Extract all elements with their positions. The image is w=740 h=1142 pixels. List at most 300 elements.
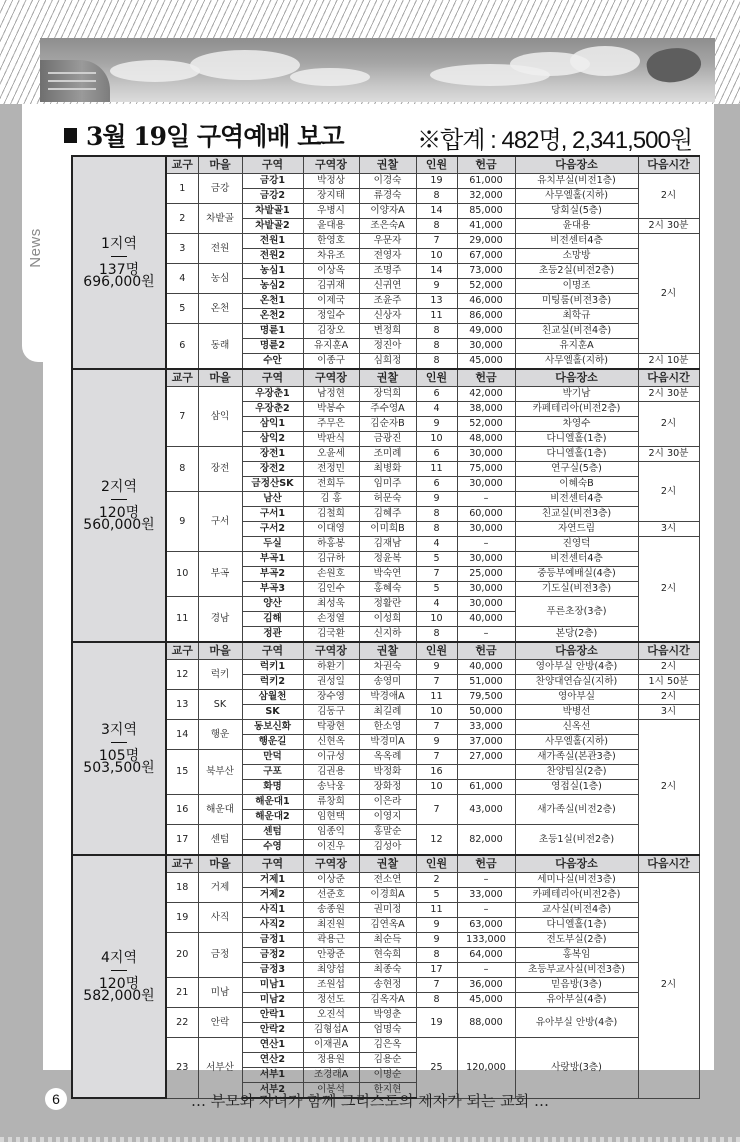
assistant-cell: 이은라 bbox=[359, 795, 416, 810]
attendance-cell: 7 bbox=[416, 234, 457, 249]
next-place-cell: 연구실(5층) bbox=[515, 462, 638, 477]
region-name: 3지역 bbox=[101, 721, 137, 738]
region-summary-cell bbox=[72, 369, 166, 642]
village-cell: 구서 bbox=[198, 492, 242, 552]
attendance-cell: 7 bbox=[416, 720, 457, 735]
assistant-cell: 임미주 bbox=[359, 477, 416, 492]
leader-cell: 장지태 bbox=[303, 189, 359, 204]
column-header: 헌금 bbox=[457, 855, 515, 873]
next-place-cell: 홍복임 bbox=[515, 948, 638, 963]
district-cell: 연산2 bbox=[242, 1053, 303, 1068]
attendance-cell: 6 bbox=[416, 447, 457, 462]
region-name: 2지역 bbox=[101, 478, 137, 495]
table-header-row bbox=[72, 855, 699, 873]
offering-cell: 49,000 bbox=[457, 324, 515, 339]
leader-cell: 차유조 bbox=[303, 249, 359, 264]
table-row bbox=[72, 597, 699, 612]
offering-cell: 38,000 bbox=[457, 402, 515, 417]
village-cell: SK bbox=[198, 690, 242, 720]
parish-cell: 15 bbox=[166, 750, 198, 795]
offering-cell: 40,000 bbox=[457, 612, 515, 627]
district-cell: 농심2 bbox=[242, 279, 303, 294]
leader-cell: 윤대용 bbox=[303, 219, 359, 234]
leader-cell: 이상옥 bbox=[303, 264, 359, 279]
attendance-cell: 9 bbox=[416, 417, 457, 432]
assistant-cell: 김혜주 bbox=[359, 507, 416, 522]
leader-cell: 조원섭 bbox=[303, 978, 359, 993]
square-bullet-icon bbox=[64, 128, 77, 143]
leader-cell: 이종구 bbox=[303, 354, 359, 370]
district-cell: 사직1 bbox=[242, 903, 303, 918]
next-time-cell: 2시 bbox=[638, 660, 699, 675]
offering-cell: 133,000 bbox=[457, 933, 515, 948]
next-place-cell: 비전센터4층 bbox=[515, 234, 638, 249]
assistant-cell: 엄명숙 bbox=[359, 1023, 416, 1038]
village-cell: 안락 bbox=[198, 1008, 242, 1038]
next-place-cell: 전도부실(2층) bbox=[515, 933, 638, 948]
column-header: 다음장소 bbox=[515, 156, 638, 174]
korea-map-illustration bbox=[644, 43, 704, 87]
attendance-cell: 9 bbox=[416, 660, 457, 675]
leader-cell: 박봉수 bbox=[303, 402, 359, 417]
attendance-cell: 7 bbox=[416, 795, 457, 825]
leader-cell: 유지훈A bbox=[303, 339, 359, 354]
column-header: 구역 bbox=[242, 156, 303, 174]
next-place-cell: 새가족실(비전2층) bbox=[515, 795, 638, 825]
assistant-cell: 최길례 bbox=[359, 705, 416, 720]
next-time-cell: 2시 bbox=[638, 720, 699, 856]
district-cell: 양산 bbox=[242, 597, 303, 612]
leader-cell: 오윤세 bbox=[303, 447, 359, 462]
table-row bbox=[72, 447, 699, 462]
district-cell: 행운길 bbox=[242, 735, 303, 750]
next-place-cell: 친교실(비전4층) bbox=[515, 324, 638, 339]
offering-cell: 30,000 bbox=[457, 477, 515, 492]
region-people: 105명 bbox=[98, 747, 140, 764]
leader-cell: 정선도 bbox=[303, 993, 359, 1008]
assistant-cell: 박영춘 bbox=[359, 1008, 416, 1023]
next-place-cell: 초등1실(비전2층) bbox=[515, 825, 638, 856]
leader-cell: 박판식 bbox=[303, 432, 359, 447]
offering-cell: 37,000 bbox=[457, 735, 515, 750]
column-header: 구역장 bbox=[303, 855, 359, 873]
assistant-cell: 한소영 bbox=[359, 720, 416, 735]
table-row bbox=[72, 933, 699, 948]
assistant-cell: 최순득 bbox=[359, 933, 416, 948]
attendance-cell: 14 bbox=[416, 204, 457, 219]
assistant-cell: 이명순 bbox=[359, 1068, 416, 1083]
column-header: 헌금 bbox=[457, 642, 515, 660]
leader-cell: 오진석 bbox=[303, 1008, 359, 1023]
village-cell: 전원 bbox=[198, 234, 242, 264]
leader-cell: 이봉석 bbox=[303, 1083, 359, 1099]
attendance-cell: 7 bbox=[416, 978, 457, 993]
assistant-cell: 김용순 bbox=[359, 1053, 416, 1068]
village-cell: 거제 bbox=[198, 873, 242, 903]
attendance-cell: 6 bbox=[416, 387, 457, 402]
leader-cell: 김동구 bbox=[303, 705, 359, 720]
offering-cell: 42,000 bbox=[457, 387, 515, 402]
district-cell: 수영 bbox=[242, 840, 303, 856]
village-cell: 장전 bbox=[198, 447, 242, 492]
region-amount: 582,000원 bbox=[83, 987, 155, 1004]
column-header: 마을 bbox=[198, 369, 242, 387]
assistant-cell: 최종숙 bbox=[359, 963, 416, 978]
district-cell: 온천2 bbox=[242, 309, 303, 324]
attendance-cell: 9 bbox=[416, 735, 457, 750]
column-header: 다음시간 bbox=[638, 855, 699, 873]
parish-cell: 4 bbox=[166, 264, 198, 294]
next-time-cell: 2시 bbox=[638, 462, 699, 522]
attendance-cell: 11 bbox=[416, 462, 457, 477]
next-place-cell: 사무엘홀(지하) bbox=[515, 189, 638, 204]
district-cell: 김해 bbox=[242, 612, 303, 627]
parish-cell: 16 bbox=[166, 795, 198, 825]
district-cell: 전원2 bbox=[242, 249, 303, 264]
table-row bbox=[72, 660, 699, 675]
column-header: 다음시간 bbox=[638, 369, 699, 387]
attendance-cell: 7 bbox=[416, 750, 457, 765]
table-row bbox=[72, 903, 699, 918]
attendance-cell: 13 bbox=[416, 294, 457, 309]
offering-cell bbox=[457, 765, 515, 780]
offering-cell: 64,000 bbox=[457, 948, 515, 963]
leader-cell: 손정열 bbox=[303, 612, 359, 627]
footer-motto: … 부모와 자녀가 함께 그리스도의 제자가 되는 교회 … bbox=[191, 1092, 549, 1110]
next-place-cell: 찬양대연습실(지하) bbox=[515, 675, 638, 690]
leader-cell: 송종원 bbox=[303, 903, 359, 918]
next-time-cell: 2시 30분 bbox=[638, 387, 699, 402]
offering-cell: 52,000 bbox=[457, 279, 515, 294]
district-cell: 럭키2 bbox=[242, 675, 303, 690]
district-cell: 전원1 bbox=[242, 234, 303, 249]
next-place-cell: 카페테리아(비전2층) bbox=[515, 888, 638, 903]
attendance-cell: 12 bbox=[416, 825, 457, 856]
offering-cell: 86,000 bbox=[457, 309, 515, 324]
assistant-cell: 홍혜숙 bbox=[359, 582, 416, 597]
village-cell: 북부산 bbox=[198, 750, 242, 795]
next-time-cell: 2시 10분 bbox=[638, 354, 699, 370]
village-cell: 사직 bbox=[198, 903, 242, 933]
assistant-cell: 차권숙 bbox=[359, 660, 416, 675]
leader-cell: 전정민 bbox=[303, 462, 359, 477]
assistant-cell: 신지하 bbox=[359, 627, 416, 643]
leader-cell: 조경래A bbox=[303, 1068, 359, 1083]
column-header: 마을 bbox=[198, 156, 242, 174]
column-header: 권찰 bbox=[359, 642, 416, 660]
village-cell: 동래 bbox=[198, 324, 242, 370]
leader-cell: 주무은 bbox=[303, 417, 359, 432]
dash-divider bbox=[111, 742, 127, 743]
district-cell: 농심1 bbox=[242, 264, 303, 279]
assistant-cell: 신귀연 bbox=[359, 279, 416, 294]
district-cell: 미남1 bbox=[242, 978, 303, 993]
table-row bbox=[72, 825, 699, 840]
village-cell: 해운대 bbox=[198, 795, 242, 825]
table-row bbox=[72, 795, 699, 810]
next-place-cell: 영아부실 bbox=[515, 690, 638, 705]
next-place-cell: 세미나실(비전3층) bbox=[515, 873, 638, 888]
offering-cell: 30,000 bbox=[457, 522, 515, 537]
district-cell: 온천1 bbox=[242, 294, 303, 309]
next-place-cell: 자연드림 bbox=[515, 522, 638, 537]
parish-cell: 11 bbox=[166, 597, 198, 643]
column-header: 인원 bbox=[416, 642, 457, 660]
leader-cell: 김인수 bbox=[303, 582, 359, 597]
offering-cell: 60,000 bbox=[457, 507, 515, 522]
next-place-cell: 다니엘홀(1층) bbox=[515, 432, 638, 447]
next-time-cell: 3시 bbox=[638, 705, 699, 720]
column-header: 구역 bbox=[242, 369, 303, 387]
assistant-cell: 조명주 bbox=[359, 264, 416, 279]
leader-cell: 김 홍 bbox=[303, 492, 359, 507]
next-place-cell: 이명조 bbox=[515, 279, 638, 294]
attendance-cell: 10 bbox=[416, 612, 457, 627]
offering-cell: 120,000 bbox=[457, 1038, 515, 1099]
assistant-cell: 우문자 bbox=[359, 234, 416, 249]
column-header: 구역장 bbox=[303, 369, 359, 387]
table-row bbox=[72, 264, 699, 279]
column-header: 마을 bbox=[198, 642, 242, 660]
offering-cell: 52,000 bbox=[457, 417, 515, 432]
next-time-cell: 2시 bbox=[638, 174, 699, 219]
next-place-cell: 미팅룸(비전3층) bbox=[515, 294, 638, 309]
district-cell: 해운대1 bbox=[242, 795, 303, 810]
district-cell: 우장춘1 bbox=[242, 387, 303, 402]
assistant-cell: 허문숙 bbox=[359, 492, 416, 507]
column-header: 다음시간 bbox=[638, 642, 699, 660]
next-place-cell: 사무엘홀(지하) bbox=[515, 354, 638, 370]
attendance-cell: 16 bbox=[416, 765, 457, 780]
assistant-cell: 이양자A bbox=[359, 204, 416, 219]
next-place-cell: 유아부실(4층) bbox=[515, 993, 638, 1008]
district-cell: 부곡3 bbox=[242, 582, 303, 597]
header-banner-image bbox=[40, 38, 715, 102]
village-cell: 럭키 bbox=[198, 660, 242, 690]
region-people: 120명 bbox=[98, 975, 140, 992]
district-cell: 화명 bbox=[242, 780, 303, 795]
attendance-cell: 6 bbox=[416, 477, 457, 492]
next-place-cell: 박기남 bbox=[515, 387, 638, 402]
table-row bbox=[72, 750, 699, 765]
attendance-cell: 8 bbox=[416, 948, 457, 963]
district-cell: 삼익2 bbox=[242, 432, 303, 447]
table-row bbox=[72, 324, 699, 339]
village-cell: 행운 bbox=[198, 720, 242, 750]
district-cell: 구서2 bbox=[242, 522, 303, 537]
assistant-cell: 박숙연 bbox=[359, 567, 416, 582]
column-header: 교구 bbox=[166, 156, 198, 174]
page-title-text: 3월 19일 구역예배 보고 bbox=[86, 122, 344, 151]
attendance-cell: 8 bbox=[416, 324, 457, 339]
page-title bbox=[64, 117, 344, 153]
offering-cell: – bbox=[457, 903, 515, 918]
offering-cell: 88,000 bbox=[457, 1008, 515, 1038]
assistant-cell: 김순자B bbox=[359, 417, 416, 432]
district-cell: 서부2 bbox=[242, 1083, 303, 1099]
village-cell: 온천 bbox=[198, 294, 242, 324]
district-cell: 명륜1 bbox=[242, 324, 303, 339]
offering-cell: 30,000 bbox=[457, 582, 515, 597]
assistant-cell: 권미정 bbox=[359, 903, 416, 918]
leader-cell: 이제국 bbox=[303, 294, 359, 309]
offering-cell: – bbox=[457, 873, 515, 888]
parish-cell: 22 bbox=[166, 1008, 198, 1038]
district-cell: 장전2 bbox=[242, 462, 303, 477]
next-place-cell: 새가족실(본관3층) bbox=[515, 750, 638, 765]
assistant-cell: 정윤복 bbox=[359, 552, 416, 567]
offering-cell: 79,500 bbox=[457, 690, 515, 705]
assistant-cell: 이미희B bbox=[359, 522, 416, 537]
offering-cell: 27,000 bbox=[457, 750, 515, 765]
next-place-cell: 기도실(비전3층) bbox=[515, 582, 638, 597]
dash-divider bbox=[111, 970, 127, 971]
assistant-cell: 심희정 bbox=[359, 354, 416, 370]
assistant-cell: 김은옥 bbox=[359, 1038, 416, 1053]
parish-cell: 18 bbox=[166, 873, 198, 903]
leader-cell: 김철희 bbox=[303, 507, 359, 522]
region-summary-cell bbox=[72, 855, 166, 1098]
next-place-cell: 다니엘홀(1층) bbox=[515, 447, 638, 462]
leader-cell: 이상준 bbox=[303, 873, 359, 888]
assistant-cell: 박정화 bbox=[359, 765, 416, 780]
leader-cell: 우병시 bbox=[303, 204, 359, 219]
offering-cell: 30,000 bbox=[457, 552, 515, 567]
offering-cell: 45,000 bbox=[457, 993, 515, 1008]
assistant-cell: 금광진 bbox=[359, 432, 416, 447]
assistant-cell: 주수영A bbox=[359, 402, 416, 417]
attendance-cell: 7 bbox=[416, 567, 457, 582]
village-cell: 미남 bbox=[198, 978, 242, 1008]
next-place-cell: 초등부교사실(비전3층) bbox=[515, 963, 638, 978]
table-row bbox=[72, 1038, 699, 1053]
next-place-cell: 푸른초장(3층) bbox=[515, 597, 638, 627]
leader-cell: 임현택 bbox=[303, 810, 359, 825]
offering-cell: 61,000 bbox=[457, 780, 515, 795]
leader-cell: 정일수 bbox=[303, 309, 359, 324]
district-cell: 남산 bbox=[242, 492, 303, 507]
region-people: 137명 bbox=[98, 261, 140, 278]
assistant-cell: 신상자 bbox=[359, 309, 416, 324]
leader-cell: 김형섭A bbox=[303, 1023, 359, 1038]
region-name: 4지역 bbox=[101, 949, 137, 966]
assistant-cell: 장화정 bbox=[359, 780, 416, 795]
attendance-cell: 4 bbox=[416, 402, 457, 417]
column-header: 교구 bbox=[166, 369, 198, 387]
assistant-cell: 현숙희 bbox=[359, 948, 416, 963]
offering-cell: 85,000 bbox=[457, 204, 515, 219]
leader-cell: 권성일 bbox=[303, 675, 359, 690]
region-amount: 503,500원 bbox=[83, 759, 155, 776]
attendance-cell: 19 bbox=[416, 1008, 457, 1038]
leader-cell: 전희두 bbox=[303, 477, 359, 492]
village-cell: 금강 bbox=[198, 174, 242, 204]
district-cell: 센텀 bbox=[242, 825, 303, 840]
district-cell: 구서1 bbox=[242, 507, 303, 522]
offering-cell: 40,000 bbox=[457, 660, 515, 675]
assistant-cell: 최병화 bbox=[359, 462, 416, 477]
leader-cell: 탁광현 bbox=[303, 720, 359, 735]
district-cell: 부곡1 bbox=[242, 552, 303, 567]
assistant-cell: 이경숙 bbox=[359, 174, 416, 189]
next-place-cell: 신옥선 bbox=[515, 720, 638, 735]
page-number-badge: 6 bbox=[45, 1088, 67, 1110]
leader-cell: 김귀재 bbox=[303, 279, 359, 294]
parish-cell: 8 bbox=[166, 447, 198, 492]
leader-cell: 김장오 bbox=[303, 324, 359, 339]
assistant-cell: 장덕희 bbox=[359, 387, 416, 402]
assistant-cell: 한지현 bbox=[359, 1083, 416, 1099]
village-cell: 센텀 bbox=[198, 825, 242, 856]
table-row bbox=[72, 174, 699, 189]
column-header: 인원 bbox=[416, 369, 457, 387]
offering-cell: 33,000 bbox=[457, 888, 515, 903]
assistant-cell: 송현정 bbox=[359, 978, 416, 993]
next-place-cell: 유지훈A bbox=[515, 339, 638, 354]
region-amount: 560,000원 bbox=[83, 516, 155, 533]
region-people: 120명 bbox=[98, 504, 140, 521]
assistant-cell: 정활란 bbox=[359, 597, 416, 612]
attendance-cell: 9 bbox=[416, 279, 457, 294]
next-place-cell: 중등부예배실(4층) bbox=[515, 567, 638, 582]
next-time-cell: 2시 bbox=[638, 873, 699, 1099]
next-place-cell: 초등2실(비전2층) bbox=[515, 264, 638, 279]
district-cell: 삼익1 bbox=[242, 417, 303, 432]
attendance-cell: 9 bbox=[416, 492, 457, 507]
leader-cell: 손원호 bbox=[303, 567, 359, 582]
table-row bbox=[72, 234, 699, 249]
assistant-cell: 변정희 bbox=[359, 324, 416, 339]
parish-cell: 5 bbox=[166, 294, 198, 324]
column-header: 교구 bbox=[166, 642, 198, 660]
region-summary-cell bbox=[72, 642, 166, 855]
offering-cell: 61,000 bbox=[457, 174, 515, 189]
attendance-cell: 9 bbox=[416, 933, 457, 948]
attendance-cell: 10 bbox=[416, 780, 457, 795]
column-header: 다음장소 bbox=[515, 369, 638, 387]
assistant-cell: 김성아 bbox=[359, 840, 416, 856]
attendance-cell: 5 bbox=[416, 552, 457, 567]
assistant-cell: 이성희 bbox=[359, 612, 416, 627]
attendance-cell: 5 bbox=[416, 582, 457, 597]
assistant-cell: 홍말순 bbox=[359, 825, 416, 840]
offering-cell: 43,000 bbox=[457, 795, 515, 825]
assistant-cell: 조윤주 bbox=[359, 294, 416, 309]
region-name: 1지역 bbox=[101, 235, 137, 252]
assistant-cell: 송영미 bbox=[359, 675, 416, 690]
attendance-cell: 14 bbox=[416, 264, 457, 279]
table-row bbox=[72, 204, 699, 219]
column-header: 구역장 bbox=[303, 156, 359, 174]
next-time-cell: 3시 bbox=[638, 522, 699, 537]
offering-cell: 30,000 bbox=[457, 339, 515, 354]
attendance-cell: 8 bbox=[416, 354, 457, 370]
column-header: 권찰 bbox=[359, 156, 416, 174]
district-cell: 명륜2 bbox=[242, 339, 303, 354]
district-cell: 장전1 bbox=[242, 447, 303, 462]
column-header: 인원 bbox=[416, 156, 457, 174]
table-header-row bbox=[72, 642, 699, 660]
next-place-cell: 사무엘홀(지하) bbox=[515, 735, 638, 750]
district-cell: 금강1 bbox=[242, 174, 303, 189]
assistant-cell: 박경애A bbox=[359, 690, 416, 705]
district-cell: 거제1 bbox=[242, 873, 303, 888]
district-cell: 차밭골2 bbox=[242, 219, 303, 234]
assistant-cell: 정진아 bbox=[359, 339, 416, 354]
village-cell: 금정 bbox=[198, 933, 242, 978]
district-cell: 거제2 bbox=[242, 888, 303, 903]
parish-cell: 2 bbox=[166, 204, 198, 234]
